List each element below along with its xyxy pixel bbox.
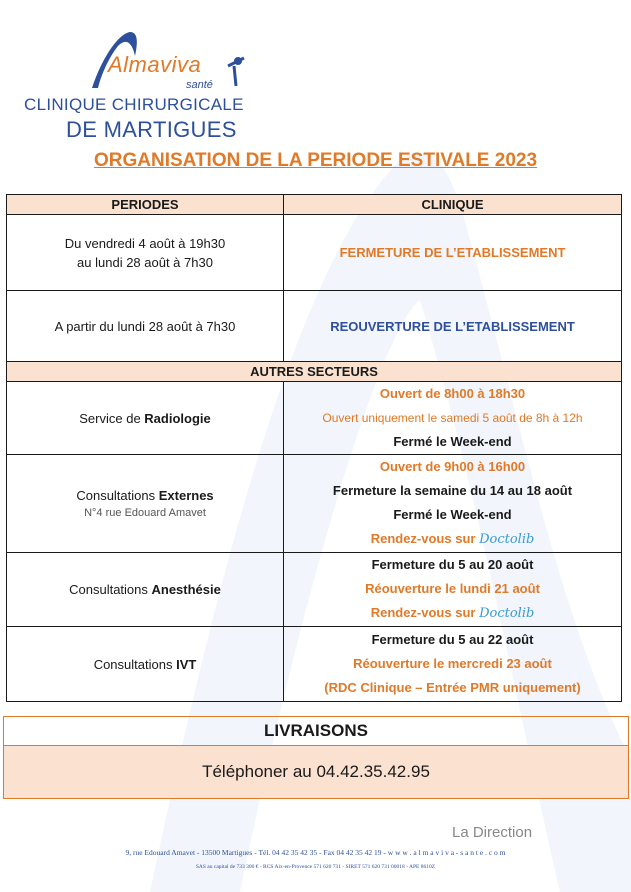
doctolib-link[interactable]: Doctolib [479, 532, 535, 547]
period1-status: FERMETURE DE L’ETABLISSEMENT [284, 215, 622, 291]
table-row [7, 455, 622, 553]
radiologie-hours: Ouvert de 8h00 à 18h30 [379, 386, 526, 401]
anesthesie-reopen: Réouverture le lundi 21 août [365, 581, 540, 596]
ivt-prefix: Consultations [93, 656, 177, 672]
livraisons-phone: Téléphoner au 04.42.35.42.95 [4, 746, 628, 798]
autres-secteurs-row [7, 362, 622, 382]
ivt-closure: Fermeture du 5 au 22 août [371, 632, 534, 647]
table-row [7, 553, 622, 627]
footer-address: 9, rue Edouard Amavet - 13500 Martigues - Tél. 04 42 35 42 35 - Fax 04 42 35 42 19 - w w w . a l m a v i v a - s a n t e . c o m [125, 848, 506, 857]
radiologie-label [7, 382, 284, 455]
anesthesie-closure: Fermeture du 5 au 20 août [371, 557, 534, 572]
table-row [7, 215, 622, 291]
table-row [7, 291, 622, 362]
ivt-info [284, 627, 622, 702]
header-clinique: CLINIQUE [284, 195, 622, 215]
externes-info [284, 455, 622, 553]
externes-weekend: Fermé le Week-end [393, 507, 512, 522]
ivt-reopen: Réouverture le mercredi 23 août [353, 656, 552, 671]
ivt-label [7, 627, 284, 702]
table-header-row [7, 195, 622, 215]
externes-rdv-text: Rendez-vous sur [370, 531, 476, 546]
radiologie-weekend: Fermé le Week-end [393, 434, 512, 449]
logo-line2: DE MARTIGUES [66, 117, 237, 142]
period1-line1: Du vendredi 4 août à 19h30 [64, 235, 226, 251]
period2-status: REOUVERTURE DE L’ETABLISSEMENT [284, 291, 622, 362]
ivt-access: (RDC Clinique – Entrée PMR uniquement) [324, 680, 581, 695]
livraisons-title: LIVRAISONS [4, 717, 628, 746]
header-periodes: PERIODES [7, 195, 284, 215]
anesthesie-name: Anesthésie [151, 582, 221, 597]
radiologie-prefix: Service de [79, 410, 145, 426]
doctolib-link[interactable]: Doctolib [479, 606, 535, 621]
externes-name: Externes [158, 488, 214, 503]
ivt-name: IVT [176, 656, 197, 672]
table-row [7, 382, 622, 455]
anesthesie-info [284, 553, 622, 627]
table-row [7, 627, 622, 702]
logo-brand: Almaviva [108, 52, 202, 77]
signature: La Direction [452, 824, 533, 841]
period1-dates [7, 215, 284, 291]
anesthesie-rdv [288, 601, 617, 626]
externes-address: N°4 rue Edouard Amavet [84, 507, 206, 519]
autres-secteurs-header: AUTRES SECTEURS [7, 362, 622, 382]
anesthesie-label [7, 553, 284, 627]
radiologie-info [284, 382, 622, 455]
anesthesie-prefix: Consultations [69, 582, 152, 597]
externes-label [7, 455, 284, 553]
schedule-table [6, 194, 622, 702]
externes-hours: Ouvert de 9h00 à 16h00 [379, 459, 526, 474]
livraisons-box [3, 716, 629, 799]
footer-legal: SAS au capital de 733 300 € - RCS Aix-en-Provence 571 620 731 - SIRET 571 620 731 00018 - APE 8610Z [195, 864, 436, 870]
radiologie-saturday: Ouvert uniquement le samedi 5 août de 8h à 12h [322, 411, 583, 425]
radiologie-name: Radiologie [144, 410, 211, 426]
externes-prefix: Consultations [76, 488, 159, 503]
anesthesie-rdv-text: Rendez-vous sur [370, 605, 476, 620]
externes-closure: Fermeture la semaine du 14 au 18 août [332, 483, 573, 498]
period2-dates: A partir du lundi 28 août à 7h30 [7, 291, 284, 362]
logo-line1: CLINIQUE CHIRURGICALE [24, 95, 244, 114]
period1-line2: au lundi 28 août à 7h30 [77, 254, 213, 270]
logo-sante: santé [186, 79, 213, 91]
page-title: ORGANISATION DE LA PERIODE ESTIVALE 2023 [93, 150, 538, 171]
externes-rdv [288, 527, 617, 552]
